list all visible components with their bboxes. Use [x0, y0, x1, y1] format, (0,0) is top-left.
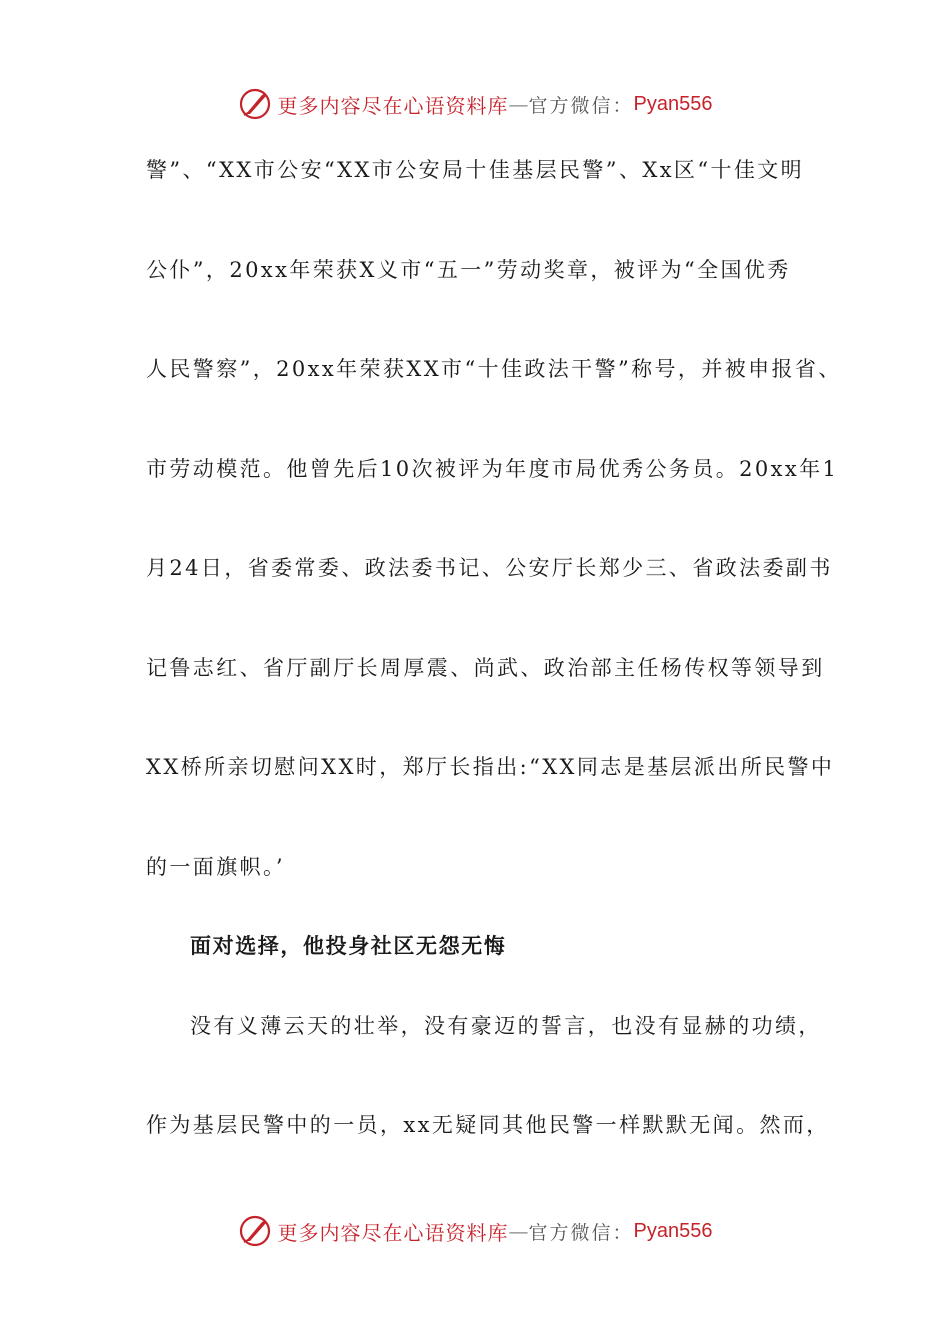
quill-pen-logo-icon	[238, 87, 272, 121]
para2-line-1: 没有义薄云天的壮举，没有豪迈的誓言，也没有显赫的功绩，	[190, 1014, 822, 1038]
quill-pen-logo-icon	[238, 1214, 272, 1248]
watermark-site-text: 更多内容尽在心语资料库	[277, 1220, 509, 1245]
body-line-8: 的一面旗帜。’	[146, 855, 285, 879]
body-line-2: 公仆”，20xx年荣获X义市“五一”劳动奖章，被评为“全国优秀	[146, 258, 791, 282]
section-heading: 面对选择，他投身社区无怨无悔	[190, 934, 507, 958]
header-watermark-banner	[0, 84, 950, 124]
watermark-wechat-id: Pyan556	[633, 92, 713, 115]
watermark-wechat-label: 官方微信：	[528, 94, 634, 117]
body-line-4: 市劳动模范。他曾先后10次被评为年度市局优秀公务员。20xx年1	[146, 457, 839, 481]
body-line-7: XX桥所亲切慰问XX时，郑厅长指出:“XX同志是基层派出所民警中	[146, 755, 835, 779]
footer-watermark-banner	[0, 1211, 950, 1251]
body-line-5: 月24日，省委常委、政法委书记、公安厅长郑少三、省政法委副书	[146, 556, 833, 580]
body-line-3: 人民警察”，20xx年荣获XX市“十佳政法干警”称号，并被申报省、	[146, 357, 842, 381]
watermark-separator: —	[508, 1219, 529, 1243]
para2-line-2: 作为基层民警中的一员，xx无疑同其他民警一样默默无闻。然而，	[146, 1113, 830, 1137]
body-line-6: 记鲁志红、省厅副厅长周厚震、尚武、政治部主任杨传权等领导到	[146, 656, 825, 680]
watermark-wechat-label: 官方微信：	[528, 1221, 634, 1244]
watermark-separator: —	[508, 92, 529, 116]
body-line-1: 警”、“XX市公安“XX市公安局十佳基层民警”、Xx区“十佳文明	[146, 158, 805, 182]
watermark-wechat-id: Pyan556	[633, 1219, 713, 1242]
watermark-site-text: 更多内容尽在心语资料库	[277, 93, 509, 118]
